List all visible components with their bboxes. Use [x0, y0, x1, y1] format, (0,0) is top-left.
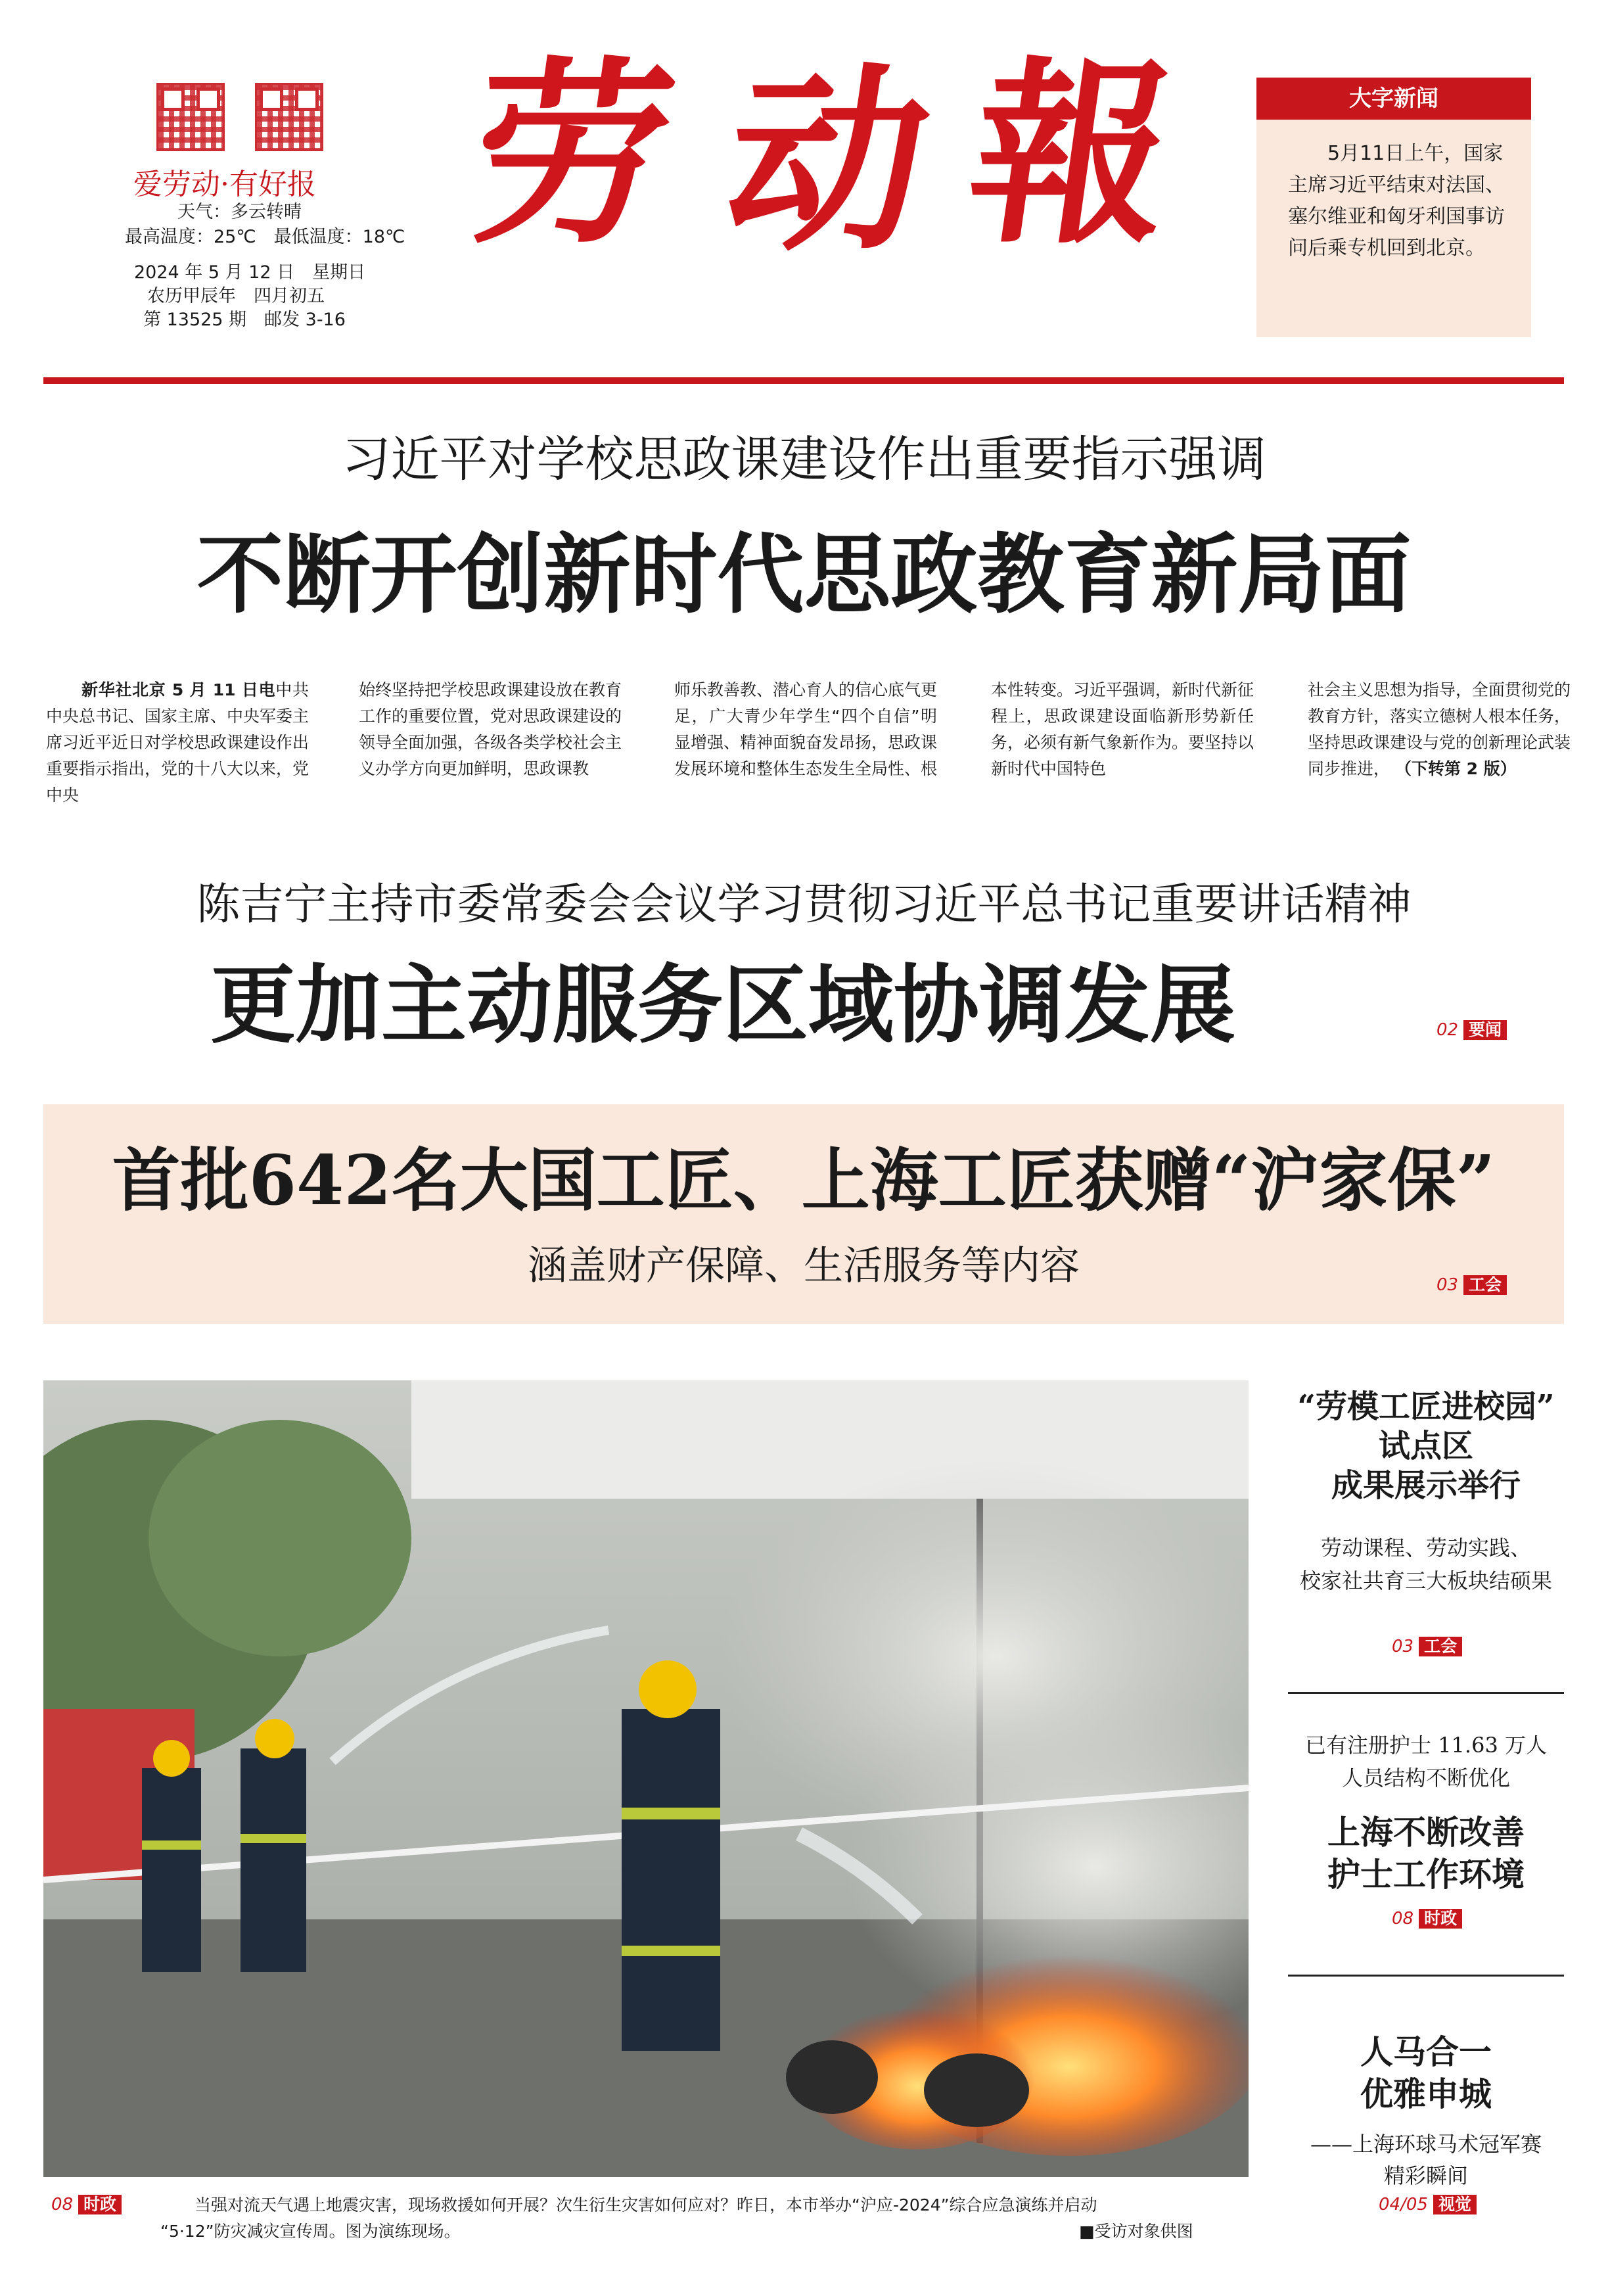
- lead-column-2: [359, 677, 622, 782]
- issue-number: 第 13525 期 邮发 3-16: [143, 310, 346, 330]
- caption-section-tag: 时政: [78, 2195, 122, 2214]
- big-news-box[interactable]: [1256, 78, 1531, 337]
- sidebar-3-page-ref[interactable]: [1379, 2195, 1477, 2214]
- third-subhead: 涵盖财产保障、生活服务等内容: [528, 1243, 1080, 1289]
- lead-column-4-text: 本性转变。习近平强调，新时代新征程上，思政课建设面临新形势新任务，必须有新气象新作为。要坚持以新时代中国特色: [991, 680, 1254, 778]
- sidebar-story-3[interactable]: [1288, 2031, 1564, 2191]
- sidebar-2-kicker-line-2: 人员结构不断优化: [1341, 1766, 1510, 1791]
- photo-credit: ■受访对象供图: [1079, 2222, 1193, 2241]
- temperature: 最高温度：25℃ 最低温度：18℃: [125, 227, 405, 247]
- third-headline[interactable]: 首批642名大国工匠、上海工匠获赠“沪家保”: [112, 1140, 1496, 1221]
- sidebar-3-title-line-2: 优雅申城: [1360, 2074, 1492, 2113]
- lead-column-4: [991, 677, 1254, 782]
- sidebar-divider-1: [1288, 1692, 1564, 1694]
- sidebar-2-title-line-2: 护士工作环境: [1327, 1855, 1525, 1894]
- second-page-number: 02: [1436, 1020, 1459, 1040]
- lead-column-5: [1308, 677, 1571, 782]
- masthead-rule: [43, 377, 1564, 384]
- sidebar-2-section-tag: 时政: [1419, 1909, 1462, 1929]
- sidebar-2-title-line-1: 上海不断改善: [1327, 1813, 1525, 1852]
- second-page-ref[interactable]: [1436, 1020, 1507, 1040]
- third-page-number: 03: [1436, 1275, 1459, 1295]
- sidebar-1-page-ref[interactable]: [1392, 1637, 1462, 1656]
- logo-char-3: 報: [956, 38, 1186, 270]
- sidebar-2-page-ref[interactable]: [1392, 1909, 1462, 1929]
- lunar-date: 农历甲辰年 四月初五: [147, 286, 325, 306]
- sidebar-1-section-tag: 工会: [1419, 1637, 1462, 1656]
- big-news-text: 5月11日上午，国家主席习近平结束对法国、塞尔维亚和匈牙利国事访问后乘专机回到北京。: [1288, 142, 1505, 260]
- sidebar-3-section-tag: 视觉: [1433, 2195, 1477, 2214]
- sidebar-divider-2: [1288, 1975, 1564, 1977]
- third-page-ref[interactable]: [1436, 1275, 1507, 1295]
- drill-photo-illustration: [43, 1380, 1249, 2177]
- qr-code-right[interactable]: [255, 83, 323, 151]
- big-news-header: 大字新闻: [1256, 78, 1531, 120]
- sidebar-2-kicker-line-1: 已有注册护士 11.63 万人: [1305, 1733, 1547, 1758]
- photo-caption-line-2: “5·12”防灾减灾宣传周。图为演练现场。: [160, 2222, 461, 2241]
- lead-column-3: [674, 677, 937, 782]
- weather: 天气：多云转晴: [177, 202, 302, 222]
- lead-column-5-text: 社会主义思想为指导，全面贯彻党的教育方针，落实立德树人根本任务，坚持思政课建设与党的创新理论武装同步推进，: [1308, 680, 1571, 778]
- second-kicker[interactable]: 陈吉宁主持市委常委会会议学习贯彻习近平总书记重要讲话精神: [196, 879, 1412, 929]
- lead-column-1: [46, 677, 309, 808]
- photo-caption-line-1: 当强对流天气遇上地震灾害，现场救援如何开展？次生衍生灾害如何应对？昨日，本市举办“沪应-2024”综合应急演练并启动: [195, 2195, 1097, 2214]
- sidebar-1-title-line-1: “劳模工匠进校园”: [1297, 1388, 1555, 1425]
- logo-char-1: 劳: [457, 38, 687, 270]
- sidebar-1-title-line-3: 成果展示举行: [1331, 1467, 1521, 1504]
- slogan: 爱劳动·有好报: [133, 168, 316, 201]
- sidebar-story-2[interactable]: [1288, 1729, 1564, 1896]
- sidebar-1-sub-line-2: 校家社共育三大板块结硕果: [1299, 1568, 1552, 1593]
- sidebar-3-sub-line-1: ——上海环球马术冠军赛: [1310, 2132, 1542, 2157]
- lead-column-2-text: 始终坚持把学校思政课建设放在教育工作的重要位置，党对思政课建设的领导全面加强，各级各类学校社会主义办学方向更加鲜明，思政课教: [359, 680, 622, 778]
- caption-page-ref[interactable]: [51, 2195, 122, 2214]
- sidebar-1-sub-line-1: 劳动课程、劳动实践、: [1320, 1535, 1531, 1560]
- sidebar-3-page-number: 04/05: [1379, 2195, 1428, 2214]
- sidebar-3-sub-line-2: 精彩瞬间: [1383, 2163, 1468, 2188]
- lead-kicker[interactable]: 习近平对学校思政课建设作出重要指示强调: [342, 431, 1266, 488]
- sidebar-1-page-number: 03: [1392, 1637, 1414, 1656]
- second-section-tag: 要闻: [1463, 1020, 1507, 1040]
- second-headline[interactable]: 更加主动服务区域协调发展: [210, 954, 1235, 1055]
- logo-char-2: 动: [713, 45, 943, 277]
- issue-date: 2024 年 5 月 12 日 星期日: [134, 262, 366, 283]
- third-section-tag: 工会: [1463, 1275, 1507, 1295]
- lead-headline[interactable]: 不断开创新时代思政教育新局面: [196, 524, 1412, 626]
- sidebar-story-1[interactable]: [1288, 1387, 1564, 1597]
- sidebar-1-title-line-2: 试点区: [1378, 1428, 1473, 1464]
- lead-column-1-text: 中共中央总书记、国家主席、中央军委主席习近平近日对学校思政课建设作出重要指示指出，党的十八大以来，党中央: [46, 680, 310, 805]
- lead-column-3-text: 师乐教善教、潜心育人的信心底气更足，广大青少年学生“四个自信”明显增强、精神面貌奋发昂扬，思政课发展环境和整体生态发生全局性、根: [674, 680, 938, 778]
- caption-page-number: 08: [51, 2195, 74, 2214]
- lead-dateline: 新华社北京 5 月 11 日电: [81, 680, 276, 699]
- sidebar-2-page-number: 08: [1392, 1909, 1414, 1929]
- lead-jump-link[interactable]: （下转第 2 版）: [1394, 759, 1517, 778]
- sidebar-3-title-line-1: 人马合一: [1360, 2032, 1492, 2071]
- drill-photo[interactable]: [43, 1380, 1249, 2177]
- qr-code-left[interactable]: [156, 83, 225, 151]
